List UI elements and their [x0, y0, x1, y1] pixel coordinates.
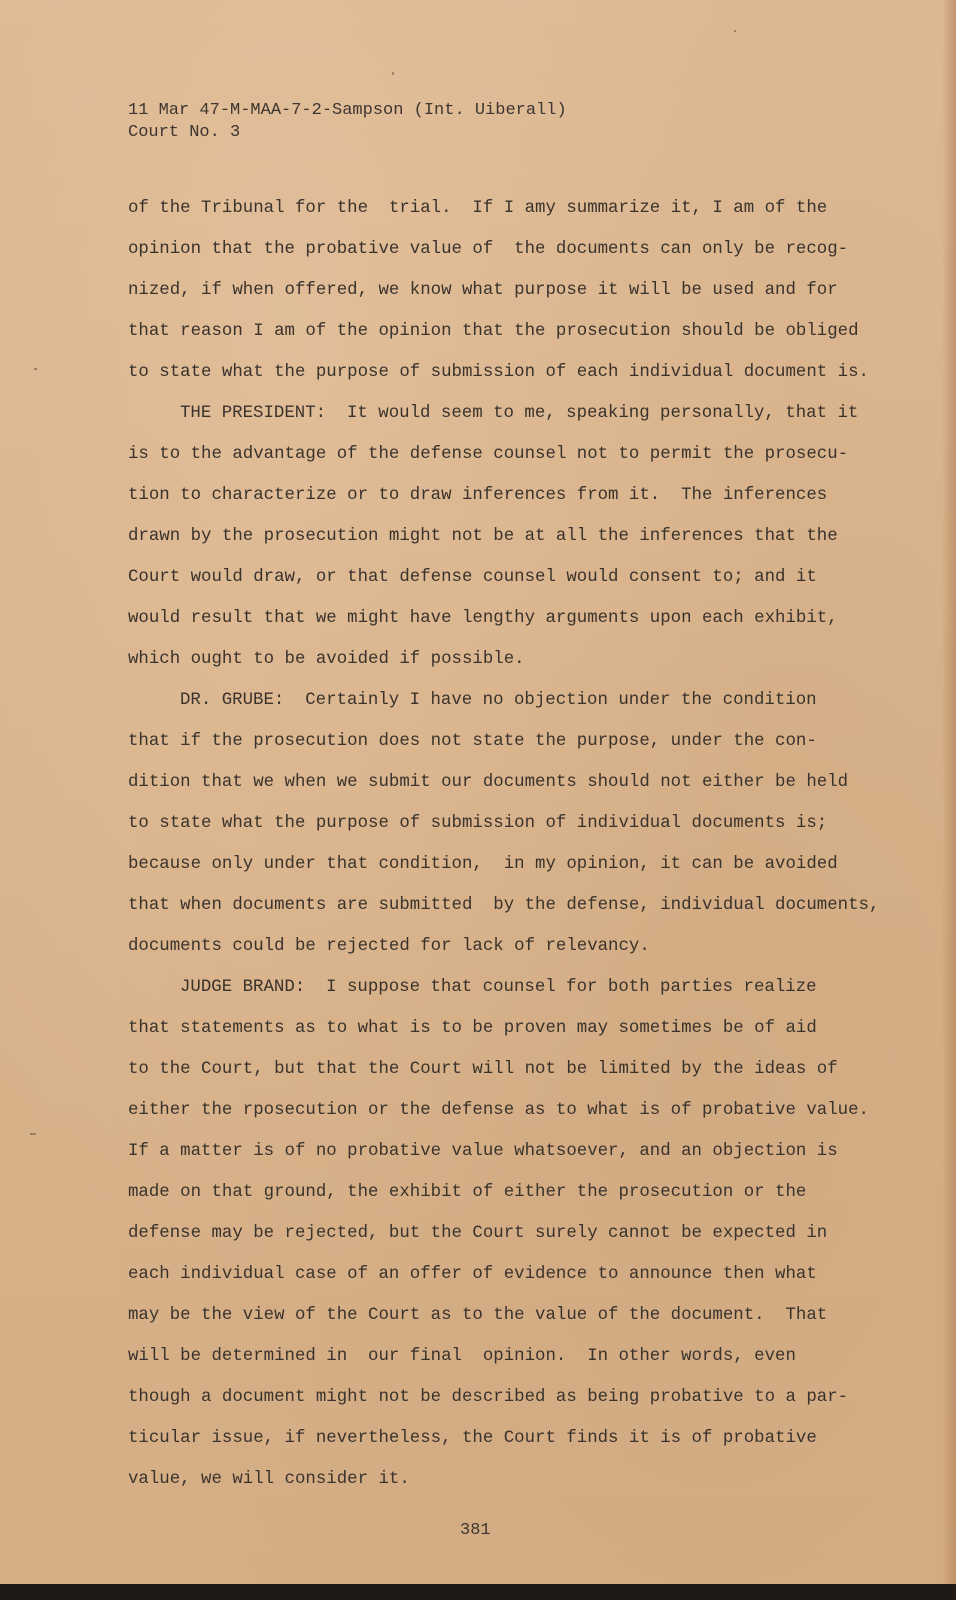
speaker-line-judge-brand: JUDGE BRAND: I suppose that counsel for both parties realize	[180, 978, 817, 997]
paper-speck	[34, 368, 37, 370]
transcript-line: ticular issue, if nevertheless, the Court finds it is of probative	[128, 1429, 817, 1448]
transcript-line: dition that we when we submit our documents should not either be held	[128, 773, 849, 792]
transcript-line: that statements as to what is to be proven may sometimes be of aid	[128, 1019, 817, 1038]
transcript-line: drawn by the prosecution might not be at all the inferences that the	[128, 527, 838, 546]
transcript-line: tion to characterize or to draw inferences from it. The inferences	[128, 486, 828, 505]
transcript-line: will be determined in our final opinion. In other words, even	[128, 1347, 796, 1366]
paper-speck	[734, 30, 736, 32]
transcript-line: made on that ground, the exhibit of either the prosecution or the	[128, 1183, 807, 1202]
transcript-line: value, we will consider it.	[128, 1470, 410, 1489]
transcript-line: documents could be rejected for lack of relevancy.	[128, 937, 650, 956]
transcript-line: If a matter is of no probative value whatsoever, and an objection is	[128, 1142, 838, 1161]
transcript-line: of the Tribunal for the trial. If I amy summarize it, I am of the	[128, 199, 828, 218]
transcript-line: opinion that the probative value of the documents can only be recog-	[128, 240, 849, 259]
transcript-line: is to the advantage of the defense counsel not to permit the prosecu-	[128, 445, 849, 464]
transcript-line: defense may be rejected, but the Court surely cannot be expected in	[128, 1224, 828, 1243]
header-case-reference: 11 Mar 47-M-MAA-7-2-Sampson (Int. Uiberall)	[128, 101, 567, 120]
transcript-line: that reason I am of the opinion that the prosecution should be obliged	[128, 322, 859, 341]
transcript-line: would result that we might have lengthy arguments upon each exhibit,	[128, 609, 838, 628]
paper-speck	[30, 1133, 36, 1135]
transcript-line: Court would draw, or that defense counsel would consent to; and it	[128, 568, 817, 587]
speaker-line-president: THE PRESIDENT: It would seem to me, speaking personally, that it	[180, 404, 859, 423]
transcript-line: that when documents are submitted by the defense, individual documents,	[128, 896, 880, 915]
transcript-line: though a document might not be described as being probative to a par-	[128, 1388, 849, 1407]
speaker-line-dr-grube: DR. GRUBE: Certainly I have no objection under the condition	[180, 691, 817, 710]
transcript-line: because only under that condition, in my opinion, it can be avoided	[128, 855, 838, 874]
transcript-line: may be the view of the Court as to the value of the document. That	[128, 1306, 828, 1325]
header-court-number: Court No. 3	[128, 123, 241, 142]
transcript-line: either the rposecution or the defense as to what is of probative value.	[128, 1101, 869, 1120]
page-number: 381	[460, 1521, 491, 1540]
scan-bottom-border	[0, 1584, 956, 1600]
paper-edge-shadow	[942, 0, 956, 1600]
transcript-body	[128, 198, 888, 1510]
transcript-line: to the Court, but that the Court will not be limited by the ideas of	[128, 1060, 838, 1079]
transcript-line: nized, if when offered, we know what purpose it will be used and for	[128, 281, 838, 300]
transcript-line: that if the prosecution does not state the purpose, under the con-	[128, 732, 817, 751]
transcript-line: each individual case of an offer of evidence to announce then what	[128, 1265, 817, 1284]
transcript-line: to state what the purpose of submission of individual documents is;	[128, 814, 828, 833]
transcript-line: to state what the purpose of submission of each individual document is.	[128, 363, 869, 382]
transcript-line: which ought to be avoided if possible.	[128, 650, 525, 669]
paper-speck	[392, 72, 394, 75]
document-header	[128, 100, 567, 144]
